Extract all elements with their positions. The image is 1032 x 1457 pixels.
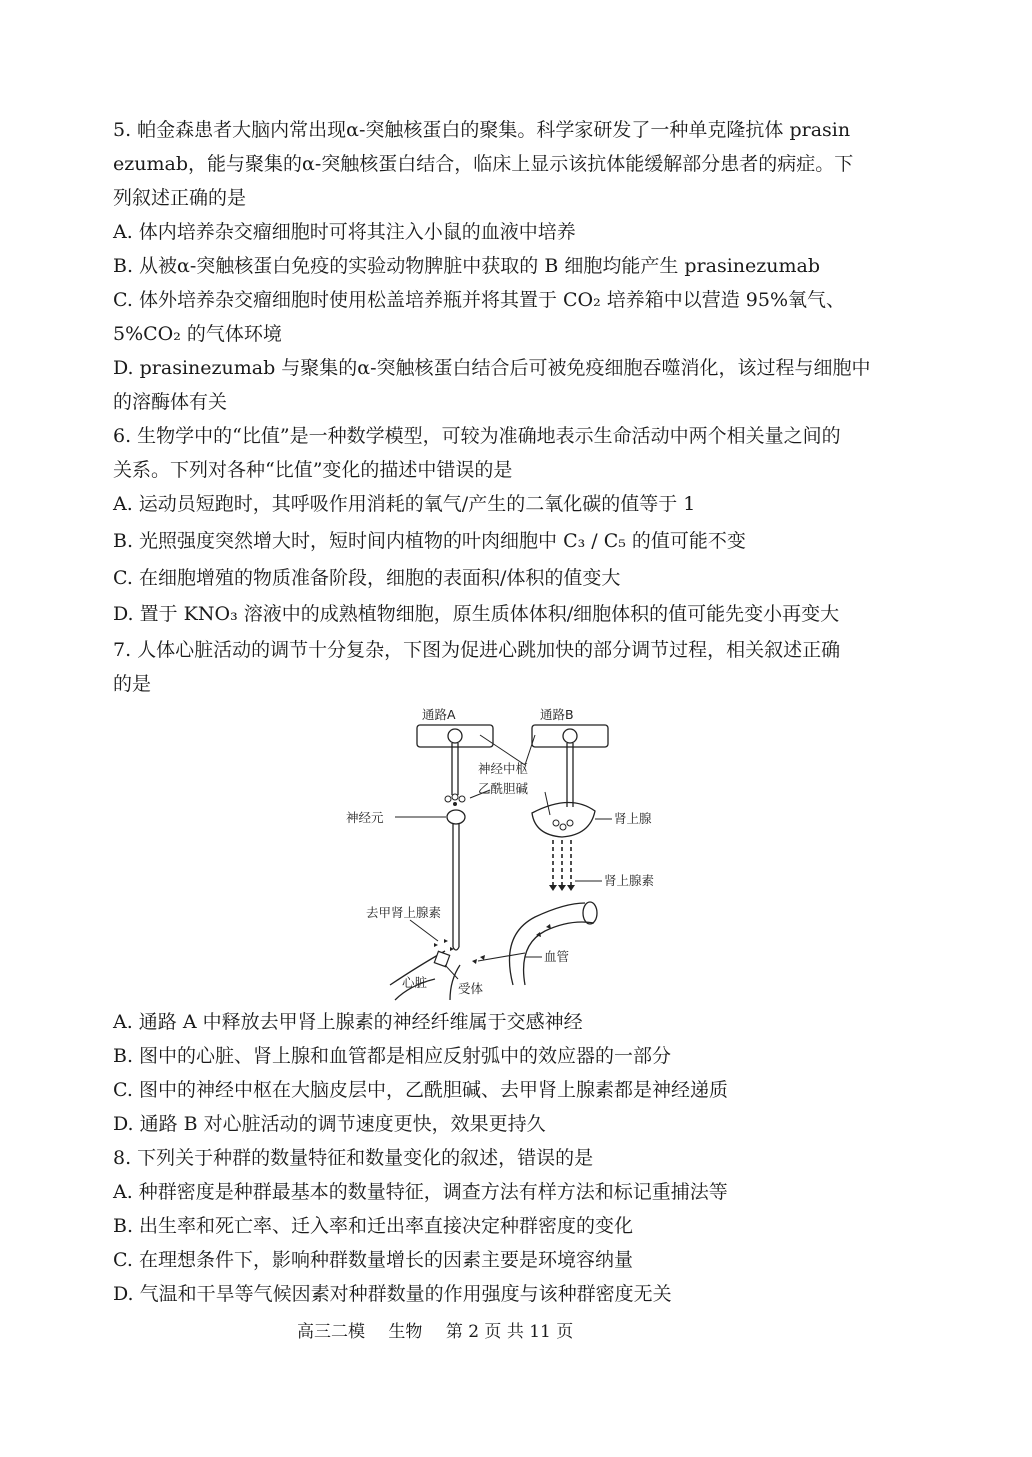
label-blood-vessel: 血管 [544, 949, 570, 964]
q5-stem-line2: ezumab，能与聚集的α-突触核蛋白结合，临床上显示该抗体能缓解部分患者的病症。下 [113, 153, 854, 175]
page-footer [297, 1317, 591, 1342]
label-path-b: 通路B [540, 707, 574, 722]
q7-option-b: B. 图中的心脏、肾上腺和血管都是相应反射弧中的效应器的一部分 [113, 1045, 672, 1067]
synapse-vesicle [553, 820, 559, 826]
label-nerve-center: 神经中枢 [478, 761, 529, 776]
leader-line [410, 920, 438, 941]
adrenaline-secretion-arrows [553, 840, 571, 887]
synapse-vesicle [452, 794, 458, 800]
q5-stem-line1: 5. 帕金森患者大脑内常出现α-突触核蛋白的聚集。科学家研发了一种单克隆抗体 prasin [113, 119, 851, 141]
label-heart: 心脏 [402, 975, 428, 990]
synapse-vesicle [445, 796, 451, 802]
q8-stem: 8. 下列关于种群的数量特征和数量变化的叙述，错误的是 [113, 1147, 594, 1169]
axon-terminal [453, 947, 459, 950]
path-a-preganglionic-axon [452, 743, 458, 795]
q6-stem-line2: 关系。下列对各种“比值”变化的描述中错误的是 [113, 459, 513, 481]
q7-stem-line2: 的是 [113, 673, 152, 695]
q8-option-d: D. 气温和干旱等气候因素对种群数量的作用强度与该种群密度无关 [113, 1283, 672, 1305]
path-b-soma [563, 729, 577, 743]
footer-exam: 高三二模 [297, 1322, 365, 1342]
q6-stem-line1: 6. 生物学中的“比值”是一种数学模型，可较为准确地表示生命活动中两个相关量之间的 [113, 425, 841, 447]
label-receptor: 受体 [458, 981, 484, 996]
q6-option-c: C. 在细胞增殖的物质准备阶段，细胞的表面积/体积的值变大 [113, 567, 621, 589]
label-norepinephrine: 去甲肾上腺素 [366, 905, 442, 920]
vessel-opening [583, 902, 597, 924]
q7-stem-line1: 7. 人体心脏活动的调节十分复杂，下图为促进心跳加快的部分调节过程，相关叙述正确 [113, 639, 841, 661]
q8-option-c: C. 在理想条件下，影响种群数量增长的因素主要是环境容纳量 [113, 1249, 633, 1271]
q8-option-b: B. 出生率和死亡率、迁入率和迁出率直接决定种群密度的变化 [113, 1215, 634, 1237]
q5-option-b: B. 从被α-突触核蛋白免疫的实验动物脾脏中获取的 B 细胞均能产生 prasinezumab [113, 255, 821, 277]
q6-option-a: A. 运动员短跑时，其呼吸作用消耗的氧气/产生的二氧化碳的值等于 1 [113, 493, 696, 515]
synapse-vesicle [560, 824, 566, 830]
q7-option-c: C. 图中的神经中枢在大脑皮层中，乙酰胆碱、去甲肾上腺素都是神经递质 [113, 1079, 728, 1101]
path-a-postganglionic-axon [453, 824, 459, 947]
q5-stem-line3: 列叙述正确的是 [113, 187, 247, 209]
adrenal-gland [532, 802, 595, 837]
synapse-vesicle [459, 796, 465, 802]
q8-option-a: A. 种群密度是种群最基本的数量特征，调查方法有样方法和标记重捕法等 [113, 1181, 728, 1203]
heart-regulation-diagram [346, 695, 680, 1000]
q5-option-a: A. 体内培养杂交瘤细胞时可将其注入小鼠的血液中培养 [113, 221, 576, 243]
q7-option-a: A. 通路 A 中释放去甲肾上腺素的神经纤维属于交感神经 [113, 1011, 583, 1033]
q5-option-c-line1: C. 体外培养杂交瘤细胞时使用松盖培养瓶并将其置于 CO₂ 培养箱中以营造 95%氧气、 [113, 289, 846, 311]
q6-option-d: D. 置于 KNO₃ 溶液中的成熟植物细胞，原生质体体积/细胞体积的值可能先变小再变大 [113, 603, 840, 625]
leader-line [545, 792, 550, 815]
path-a-neuron-soma [447, 810, 465, 824]
q5-option-d-line2: 的溶酶体有关 [113, 391, 228, 413]
label-path-a: 通路A [422, 707, 456, 722]
label-adrenaline: 肾上腺素 [604, 873, 655, 888]
label-acetylcholine: 乙酰胆碱 [478, 781, 529, 796]
footer-page-number: 第 2 页 共 11 页 [445, 1322, 574, 1342]
receptor [434, 951, 449, 966]
label-adrenal-gland: 肾上腺 [614, 811, 652, 826]
q6-option-b: B. 光照强度突然增大时，短时间内植物的叶肉细胞中 C₃ / C₅ 的值可能不变 [113, 530, 746, 552]
path-b-center-box [532, 725, 608, 747]
adrenaline-flow-arrow [478, 953, 525, 961]
footer-subject: 生物 [388, 1322, 423, 1342]
blood-vessel [509, 903, 594, 985]
q7-option-d: D. 通路 B 对心脏活动的调节速度更快，效果更持久 [113, 1113, 546, 1135]
label-neuron: 神经元 [346, 810, 384, 825]
q5-option-c-line2: 5%CO₂ 的气体环境 [113, 323, 282, 345]
synapse-vesicle [453, 802, 457, 806]
adrenaline-arrowheads [549, 885, 575, 891]
path-b-axon [567, 743, 573, 807]
q5-option-d-line1: D. prasinezumab 与聚集的α-突触核蛋白结合后可被免疫细胞吞噬消化，该过程与细胞中 [113, 357, 871, 379]
path-a-soma [448, 729, 462, 743]
synapse-vesicle [567, 820, 573, 826]
